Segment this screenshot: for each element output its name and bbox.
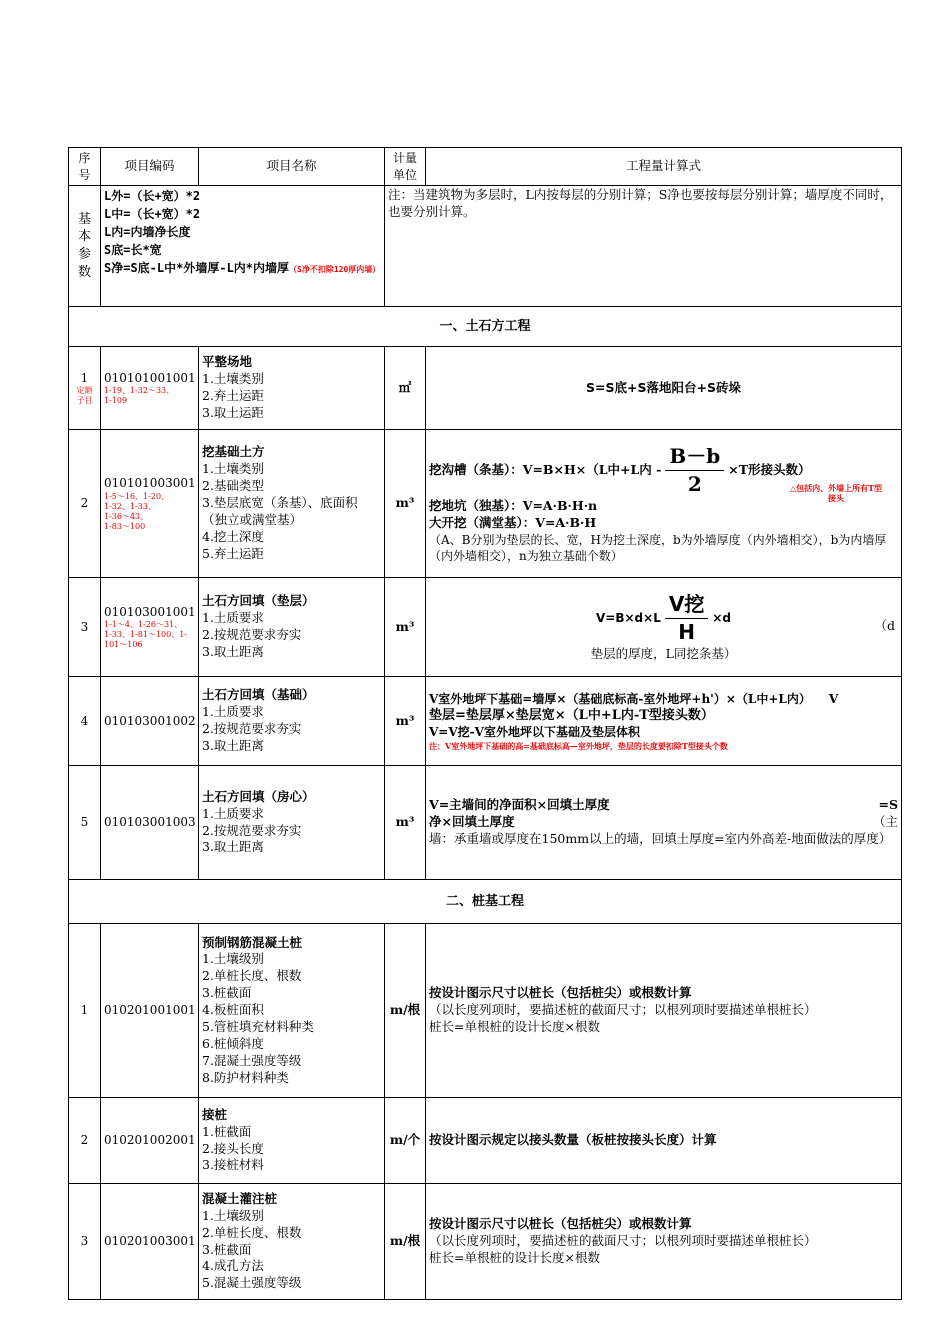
row-unit: m/根 (385, 1184, 426, 1300)
section-piles (69, 880, 902, 924)
basic-params (101, 186, 385, 307)
row-code: 010201001001 (101, 924, 199, 1098)
header-name: 项目名称 (199, 148, 385, 186)
param-red-note: （S净不扣除120厚内墙） (289, 265, 381, 274)
row-name: 接桩 1.桩截面 2.接头长度 3.接桩材料 (199, 1098, 385, 1184)
section-earthwork (69, 307, 902, 347)
row-name: 土石方回填（垫层） 1.土质要求 2.按规范要求夯实 3.取土距离 (199, 578, 385, 677)
row-seq: 2 (69, 430, 101, 578)
table-header-row (69, 148, 902, 186)
row-name: 土石方回填（基础） 1.土质要求 2.按规范要求夯实 3.取土距离 (199, 677, 385, 766)
row-unit: ㎡ (385, 347, 426, 430)
param-line: L外=（长+宽）*2 (104, 189, 201, 203)
row-name: 预制钢筋混凝土桩 1.土壤级别 2.单桩长度、根数 3.桩截面 4.板桩面积 5.管桩填充材料种类 6.桩倾斜度 7.混凝土强度等级 8.防护材料种类 (199, 924, 385, 1098)
table-row (69, 924, 902, 1098)
table-row (69, 578, 902, 677)
param-line: L中=（长+宽）*2 (104, 207, 201, 221)
param-line: S净=S底-L中*外墙厚-L内*内墙厚（S净不扣除120厚内墙） (104, 261, 381, 275)
row-unit: m³ (385, 430, 426, 578)
row-code: 010101001001 1-19、1-32～33、 1-109 (101, 347, 199, 430)
row-code: 010103001003 (101, 766, 199, 880)
row-formula: 按设计图示尺寸以桩长（包括桩尖）或根数计算 （以长度列项时，要描述桩的截面尺寸；以根列项时要描述单根桩长） 桩长=单根桩的设计长度×根数 (426, 924, 902, 1098)
fraction: $\frac{B-b}{2}$ (665, 443, 724, 498)
basic-label: 基 本 参 数 (69, 186, 101, 307)
row-unit: m³ (385, 677, 426, 766)
row-seq: 1 (69, 924, 101, 1098)
row-code: 010201002001 (101, 1098, 199, 1184)
header-formula: 工程量计算式 (426, 148, 902, 186)
row-unit: m³ (385, 766, 426, 880)
row-formula: S=S底+S落地阳台+S砖垛 (426, 347, 902, 430)
row-code: 010103001001 1-1～4、1-26～31、 1-33、1-81～100、1- 101～106 (101, 578, 199, 677)
table-row (69, 347, 902, 430)
quantity-table (68, 147, 902, 1300)
red-note: 注：V室外地坪下基础的高=基础底标高—室外地坪，垫层的长度要扣除T型接头个数 (429, 740, 728, 751)
row-formula: V=主墙间的净面积×回填土厚度 =S 净×回填土厚度 （主 墙：承重墙或厚度在150mm以上的墙，回填土厚度=室内外高差-地面做法的厚度） (426, 766, 902, 880)
row-code: 010103001002 (101, 677, 199, 766)
row-seq: 3 (69, 1184, 101, 1300)
param-line: S底=长*宽 (104, 243, 162, 257)
header-seq: 序 号 (69, 148, 101, 186)
row-formula: 挖沟槽（条基）：V=B×H×（L中+L内 - $\frac{B-b}{2}$ ×T形接头数） △包括内、外墙上所有T型接头 挖地坑（独基）：V=A·B·H·n 大开挖（满堂基）：V=A·B·H （A、B分别为垫层的长、宽，H为挖土深度，b为外墙厚度（内外墙相交），b为内墙厚（内外墙相交），n为独立基础个数） (426, 430, 902, 578)
table-row (69, 677, 902, 766)
row-code: 010101003001 1-5～16、1-20、 1-32、1-33、 1-36～43、 1-83～100 (101, 430, 199, 578)
row-name: 挖基础土方 1.土壤类别 2.基础类型 3.垫层底宽（条基）、底面积（独立或满堂基） 4.挖土深度 5.弃土运距 (199, 430, 385, 578)
section-title: 二、桩基工程 (69, 880, 902, 924)
t-joint-note: △包括内、外墙上所有T型接头 (789, 482, 883, 503)
row-unit: m/根 (385, 924, 426, 1098)
row-seq: 1 定额 子目 (69, 347, 101, 430)
row-unit: m³ (385, 578, 426, 677)
row-seq: 3 (69, 578, 101, 677)
row-name: 混凝土灌注桩 1.土壤级别 2.单桩长度、根数 3.桩截面 4.成孔方法 5.混凝土强度等级 (199, 1184, 385, 1300)
row-code: 010201003001 (101, 1184, 199, 1300)
row-formula: 按设计图示规定以接头数量（板桩按接头长度）计算 (426, 1098, 902, 1184)
row-formula: V=B×d×L $\frac{\text{V挖}}{H}$ ×d （d 垫层的厚度，L同挖条基） (426, 578, 902, 677)
basic-note: 注：当建筑物为多层时，L内按每层的分别计算；S净也要按每层分别计算；墙厚度不同时，也要分别计算。 (385, 186, 902, 307)
row-unit: m/个 (385, 1098, 426, 1184)
table-row (69, 430, 902, 578)
basic-params-row (69, 186, 902, 307)
section-title: 一、土石方工程 (69, 307, 902, 347)
table-row (69, 1184, 902, 1300)
row-seq: 5 (69, 766, 101, 880)
table-row (69, 1098, 902, 1184)
header-code: 项目编码 (101, 148, 199, 186)
row-formula: 按设计图示尺寸以桩长（包括桩尖）或根数计算 （以长度列项时，要描述桩的截面尺寸；以根列项时要描述单根桩长） 桩长=单根桩的设计长度×根数 (426, 1184, 902, 1300)
row-name: 平整场地 1.土壤类别 2.弃土运距 3.取土运距 (199, 347, 385, 430)
table-row (69, 766, 902, 880)
row-formula: V室外地坪下基础=墙厚×（基础底标高-室外地坪+h'）×（L中+L内） V 垫层=垫层厚×垫层宽×（L中+L内-T型接头数） V=V挖-V室外地坪以下基础及垫层体积 注：V室外地坪下基础的高=基础底标高—室外地坪，垫层的长度要扣除T型接头个数 (426, 677, 902, 766)
header-unit: 计量 单位 (385, 148, 426, 186)
param-line: L内=内墙净长度 (104, 225, 191, 239)
row-seq: 2 (69, 1098, 101, 1184)
row-seq: 4 (69, 677, 101, 766)
fraction: $\frac{\text{V挖}}{H}$ (665, 591, 708, 646)
row-name: 土石方回填（房心） 1.土质要求 2.按规范要求夯实 3.取土距离 (199, 766, 385, 880)
